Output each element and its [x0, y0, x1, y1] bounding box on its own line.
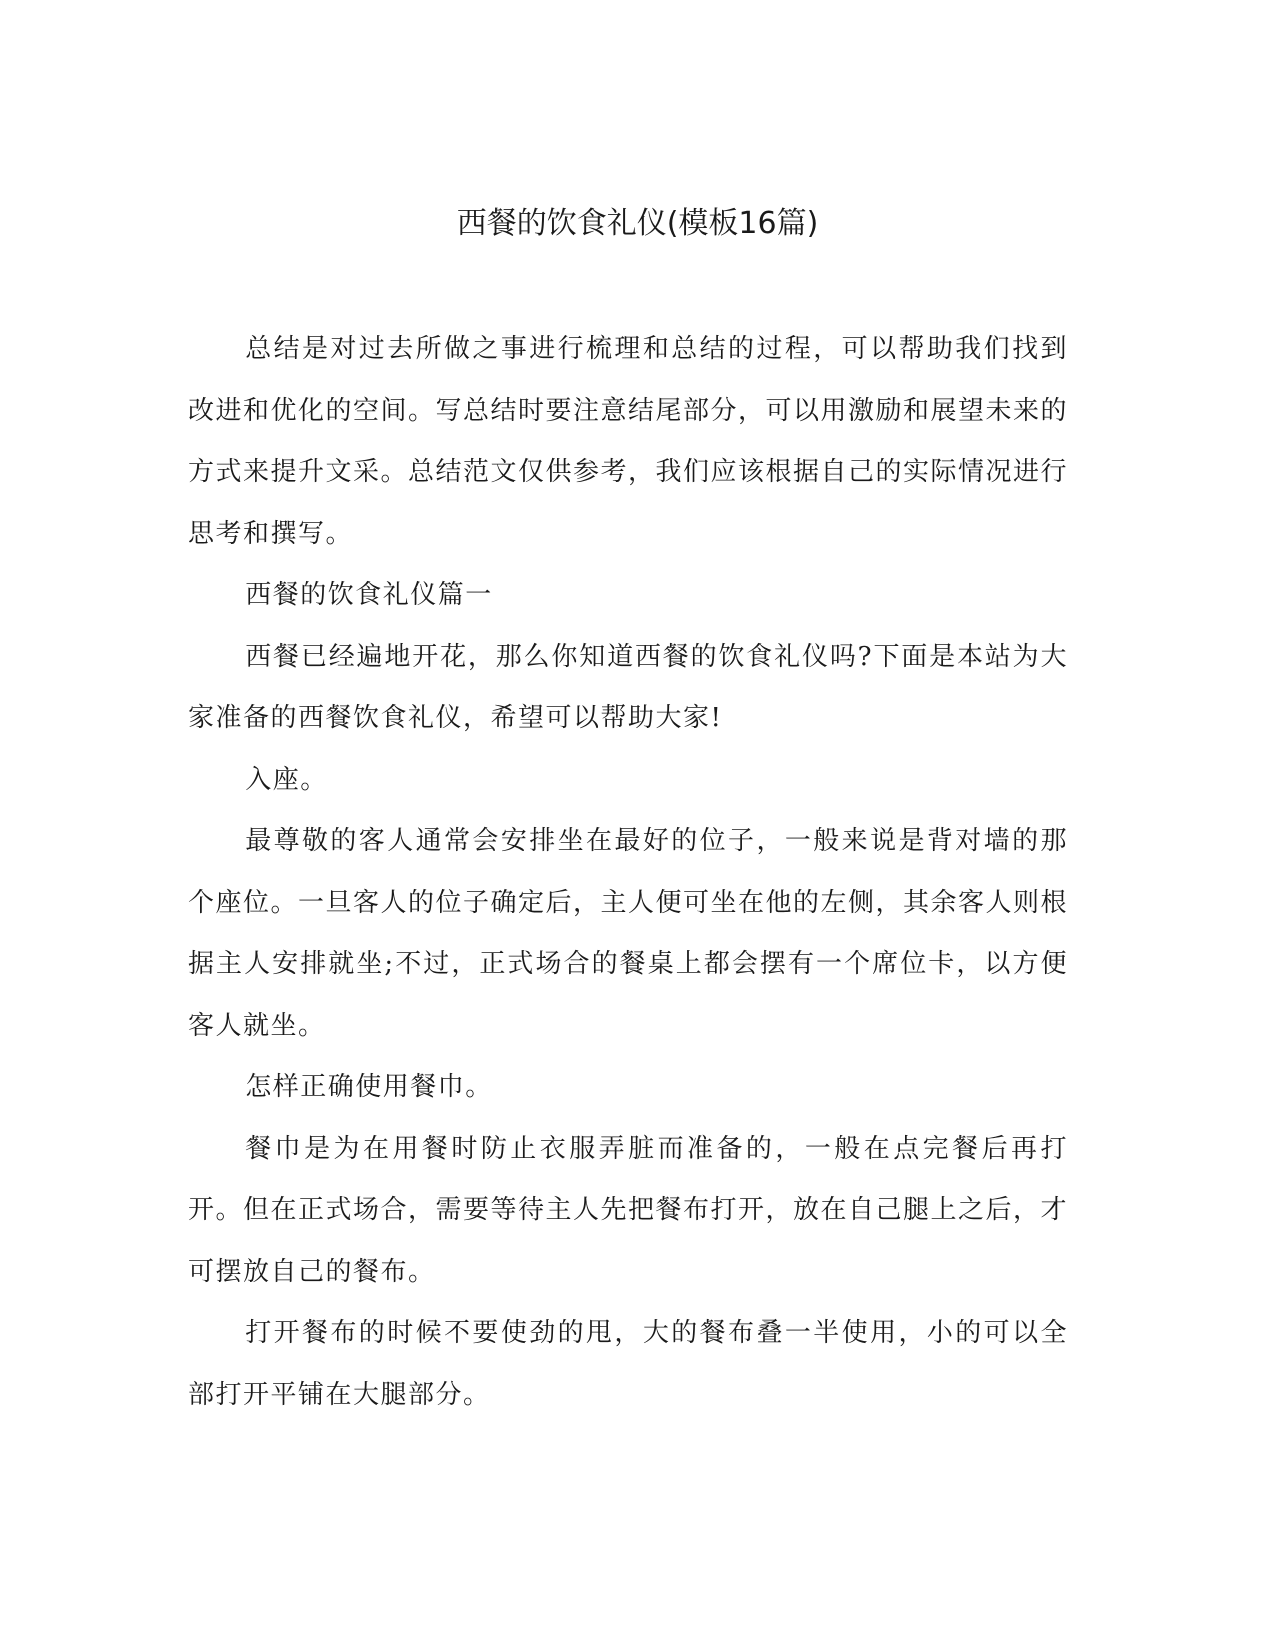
paragraph: 打开餐布的时候不要使劲的甩，大的餐布叠一半使用，小的可以全部打开平铺在大腿部分。 — [188, 1318, 1068, 1410]
paragraph: 餐巾是为在用餐时防止衣服弄脏而准备的，一般在点完餐后再打开。但在正式场合，需要等待主人先把餐布打开，放在自己腿上之后，才可摆放自己的餐布。 — [188, 1133, 1069, 1287]
paragraph-intro: 总结是对过去所做之事进行梳理和总结的过程，可以帮助我们找到改进和优化的空间。写总结时要注意结尾部分，可以用激励和展望未来的方式来提升文采。总结范文仅供参考，我们应该根据自己的实际情况进行思考和撰写。 — [188, 334, 1069, 549]
section-heading: 西餐的饮食礼仪篇一 — [245, 580, 493, 610]
document-title: 西餐的饮食礼仪(模板16篇) — [456, 206, 819, 241]
paragraph: 最尊敬的客人通常会安排坐在最好的位子，一般来说是背对墙的那个座位。一旦客人的位子确定后，主人便可坐在他的左侧，其余客人则根据主人安排就坐;不过，正式场合的餐桌上都会摆有一个席位卡，以方便客人就坐。 — [188, 826, 1069, 1041]
paragraph: 西餐已经遍地开花，那么你知道西餐的饮食礼仪吗?下面是本站为大家准备的西餐饮食礼仪，希望可以帮助大家! — [188, 641, 1068, 733]
subheading-napkin: 怎样正确使用餐巾。 — [245, 1072, 493, 1102]
document-body — [188, 319, 1068, 1426]
subheading-seating: 入座。 — [245, 764, 328, 795]
